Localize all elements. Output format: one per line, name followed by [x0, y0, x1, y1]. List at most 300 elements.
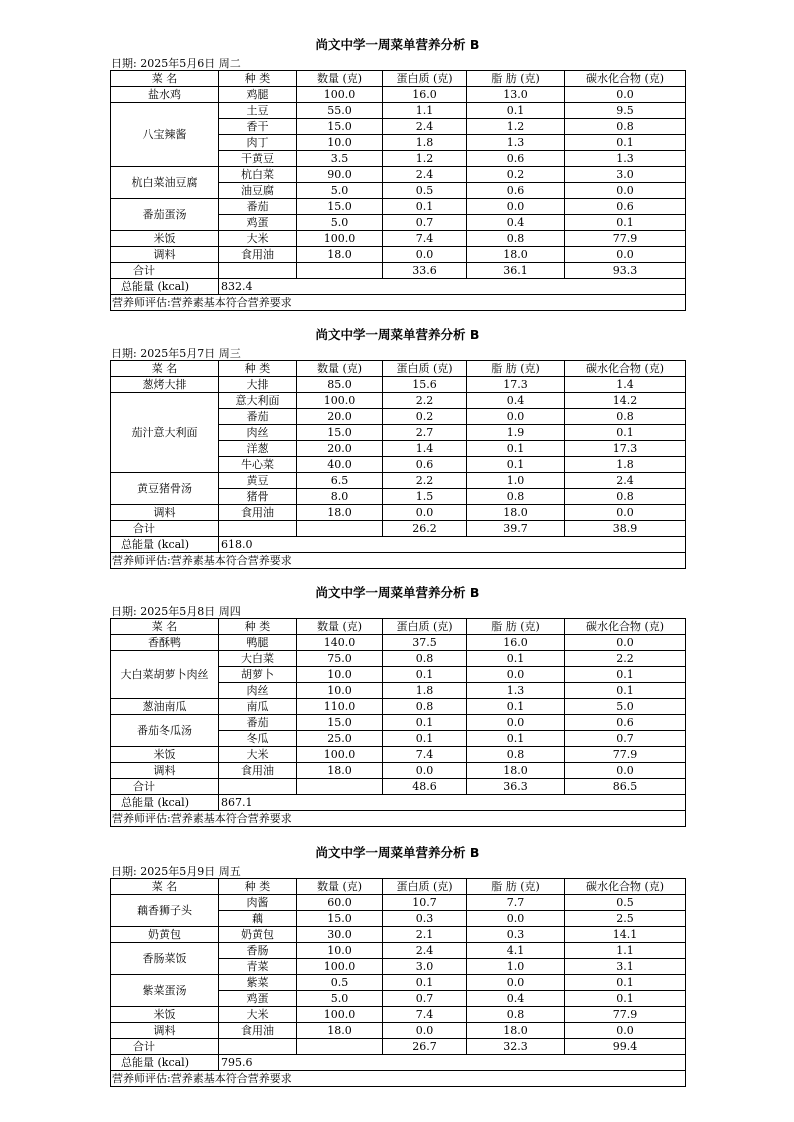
fat-cell: 0.6	[467, 151, 565, 167]
protein-cell: 7.4	[383, 747, 467, 763]
ingredient-name: 鸡蛋	[219, 215, 297, 231]
protein-cell: 0.7	[383, 215, 467, 231]
header-row	[111, 619, 686, 635]
carbs-cell: 0.0	[565, 87, 686, 103]
table-row	[111, 1007, 686, 1023]
protein-cell: 7.4	[383, 1007, 467, 1023]
day-section	[110, 327, 685, 569]
carbs-cell: 5.0	[565, 699, 686, 715]
table-row	[111, 1023, 686, 1039]
table-row	[111, 393, 686, 409]
carbs-cell: 1.8	[565, 457, 686, 473]
ingredient-name: 鸭腿	[219, 635, 297, 651]
protein-cell: 0.0	[383, 1023, 467, 1039]
total-protein: 26.7	[383, 1039, 467, 1055]
column-header: 碳水化合物 (克)	[565, 879, 686, 895]
empty-cell	[219, 263, 297, 279]
carbs-cell: 2.2	[565, 651, 686, 667]
protein-cell: 0.1	[383, 667, 467, 683]
report-date: 日期: 2025年5月6日 周二	[111, 57, 241, 70]
carbs-cell: 1.4	[565, 377, 686, 393]
ingredient-name: 大排	[219, 377, 297, 393]
dish-name: 大白菜胡萝卜肉丝	[111, 651, 219, 699]
empty-cell	[219, 779, 297, 795]
protein-cell: 0.7	[383, 991, 467, 1007]
fat-cell: 0.0	[467, 409, 565, 425]
ingredient-name: 洋葱	[219, 441, 297, 457]
quantity-cell: 0.5	[297, 975, 383, 991]
carbs-cell: 0.8	[565, 489, 686, 505]
ingredient-name: 冬瓜	[219, 731, 297, 747]
protein-cell: 0.1	[383, 199, 467, 215]
carbs-cell: 0.1	[565, 135, 686, 151]
dish-name: 葱油南瓜	[111, 699, 219, 715]
ingredient-name: 大米	[219, 1007, 297, 1023]
evaluation-text: 营养师评估:营养素基本符合营养要求	[111, 295, 686, 311]
fat-cell: 0.0	[467, 199, 565, 215]
protein-cell: 2.2	[383, 473, 467, 489]
dish-name: 葱烤大排	[111, 377, 219, 393]
table-row	[111, 747, 686, 763]
quantity-cell: 30.0	[297, 927, 383, 943]
protein-cell: 2.2	[383, 393, 467, 409]
fat-cell: 0.1	[467, 441, 565, 457]
column-header: 碳水化合物 (克)	[565, 71, 686, 87]
table-row	[111, 473, 686, 489]
column-header: 菜 名	[111, 71, 219, 87]
fat-cell: 0.1	[467, 699, 565, 715]
dish-name: 米饭	[111, 231, 219, 247]
fat-cell: 0.2	[467, 167, 565, 183]
fat-cell: 18.0	[467, 505, 565, 521]
total-label: 合计	[111, 521, 219, 537]
fat-cell: 18.0	[467, 1023, 565, 1039]
evaluation-text: 营养师评估:营养素基本符合营养要求	[111, 811, 686, 827]
ingredient-name: 肉丝	[219, 683, 297, 699]
fat-cell: 4.1	[467, 943, 565, 959]
fat-cell: 17.3	[467, 377, 565, 393]
carbs-cell: 0.6	[565, 199, 686, 215]
carbs-cell: 0.5	[565, 895, 686, 911]
carbs-cell: 77.9	[565, 1007, 686, 1023]
dish-name: 调料	[111, 1023, 219, 1039]
total-fat: 32.3	[467, 1039, 565, 1055]
ingredient-name: 食用油	[219, 1023, 297, 1039]
column-header: 脂 肪 (克)	[467, 619, 565, 635]
fat-cell: 1.3	[467, 135, 565, 151]
fat-cell: 0.4	[467, 215, 565, 231]
total-fat: 36.3	[467, 779, 565, 795]
nutrition-table	[110, 360, 686, 569]
quantity-cell: 100.0	[297, 231, 383, 247]
fat-cell: 1.2	[467, 119, 565, 135]
total-carbs: 93.3	[565, 263, 686, 279]
dish-name: 番茄冬瓜汤	[111, 715, 219, 747]
ingredient-name: 大白菜	[219, 651, 297, 667]
report-title: 尚文中学一周菜单营养分析 B	[315, 327, 480, 342]
protein-cell: 0.1	[383, 731, 467, 747]
protein-cell: 1.1	[383, 103, 467, 119]
fat-cell: 1.0	[467, 959, 565, 975]
protein-cell: 1.5	[383, 489, 467, 505]
quantity-cell: 60.0	[297, 895, 383, 911]
fat-cell: 0.3	[467, 927, 565, 943]
dish-name: 黄豆猪骨汤	[111, 473, 219, 505]
empty-cell	[297, 779, 383, 795]
fat-cell: 1.3	[467, 683, 565, 699]
ingredient-name: 食用油	[219, 763, 297, 779]
column-header: 数量 (克)	[297, 879, 383, 895]
total-protein: 48.6	[383, 779, 467, 795]
column-header: 脂 肪 (克)	[467, 361, 565, 377]
fat-cell: 7.7	[467, 895, 565, 911]
carbs-cell: 17.3	[565, 441, 686, 457]
total-row	[111, 521, 686, 537]
carbs-cell: 77.9	[565, 231, 686, 247]
ingredient-name: 肉丝	[219, 425, 297, 441]
ingredient-name: 油豆腐	[219, 183, 297, 199]
column-header: 蛋白质 (克)	[383, 879, 467, 895]
fat-cell: 0.6	[467, 183, 565, 199]
ingredient-name: 番茄	[219, 199, 297, 215]
ingredient-name: 香干	[219, 119, 297, 135]
carbs-cell: 14.1	[565, 927, 686, 943]
carbs-cell: 2.5	[565, 911, 686, 927]
protein-cell: 7.4	[383, 231, 467, 247]
energy-row	[111, 279, 686, 295]
column-header: 种 类	[219, 71, 297, 87]
table-row	[111, 651, 686, 667]
carbs-cell: 0.1	[565, 667, 686, 683]
fat-cell: 0.8	[467, 747, 565, 763]
empty-cell	[219, 1039, 297, 1055]
quantity-cell: 18.0	[297, 1023, 383, 1039]
ingredient-name: 鸡腿	[219, 87, 297, 103]
total-row	[111, 1039, 686, 1055]
fat-cell: 0.0	[467, 667, 565, 683]
quantity-cell: 40.0	[297, 457, 383, 473]
quantity-cell: 85.0	[297, 377, 383, 393]
carbs-cell: 0.1	[565, 975, 686, 991]
energy-row	[111, 1055, 686, 1071]
ingredient-name: 食用油	[219, 505, 297, 521]
evaluation-text: 营养师评估:营养素基本符合营养要求	[111, 1071, 686, 1087]
table-row	[111, 199, 686, 215]
dish-name: 香肠菜饭	[111, 943, 219, 975]
dish-name: 番茄蛋汤	[111, 199, 219, 231]
protein-cell: 2.4	[383, 119, 467, 135]
quantity-cell: 100.0	[297, 747, 383, 763]
fat-cell: 13.0	[467, 87, 565, 103]
fat-cell: 0.0	[467, 715, 565, 731]
quantity-cell: 140.0	[297, 635, 383, 651]
energy-label: 总能量 (kcal)	[111, 795, 219, 811]
empty-cell	[297, 1039, 383, 1055]
ingredient-name: 食用油	[219, 247, 297, 263]
fat-cell: 16.0	[467, 635, 565, 651]
fat-cell: 0.4	[467, 991, 565, 1007]
protein-cell: 0.1	[383, 975, 467, 991]
ingredient-name: 土豆	[219, 103, 297, 119]
carbs-cell: 0.1	[565, 425, 686, 441]
table-row	[111, 715, 686, 731]
carbs-cell: 0.7	[565, 731, 686, 747]
energy-label: 总能量 (kcal)	[111, 537, 219, 553]
fat-cell: 0.1	[467, 731, 565, 747]
protein-cell: 1.2	[383, 151, 467, 167]
carbs-cell: 0.0	[565, 1023, 686, 1039]
table-row	[111, 943, 686, 959]
dish-name: 盐水鸡	[111, 87, 219, 103]
nutrition-table	[110, 618, 686, 827]
quantity-cell: 3.5	[297, 151, 383, 167]
column-header: 蛋白质 (克)	[383, 361, 467, 377]
ingredient-name: 南瓜	[219, 699, 297, 715]
ingredient-name: 大米	[219, 231, 297, 247]
fat-cell: 18.0	[467, 247, 565, 263]
total-label: 合计	[111, 263, 219, 279]
protein-cell: 0.6	[383, 457, 467, 473]
dish-name: 茄汁意大利面	[111, 393, 219, 473]
ingredient-name: 大米	[219, 747, 297, 763]
energy-label: 总能量 (kcal)	[111, 1055, 219, 1071]
table-row	[111, 505, 686, 521]
carbs-cell: 0.0	[565, 635, 686, 651]
carbs-cell: 0.0	[565, 247, 686, 263]
dish-name: 调料	[111, 247, 219, 263]
carbs-cell: 14.2	[565, 393, 686, 409]
ingredient-name: 肉酱	[219, 895, 297, 911]
carbs-cell: 2.4	[565, 473, 686, 489]
protein-cell: 1.8	[383, 135, 467, 151]
fat-cell: 0.0	[467, 911, 565, 927]
ingredient-name: 黄豆	[219, 473, 297, 489]
day-section	[110, 585, 685, 827]
quantity-cell: 15.0	[297, 199, 383, 215]
column-header: 数量 (克)	[297, 619, 383, 635]
ingredient-name: 番茄	[219, 409, 297, 425]
dish-name: 杭白菜油豆腐	[111, 167, 219, 199]
dish-name: 调料	[111, 763, 219, 779]
ingredient-name: 青菜	[219, 959, 297, 975]
protein-cell: 0.1	[383, 715, 467, 731]
quantity-cell: 55.0	[297, 103, 383, 119]
ingredient-name: 干黄豆	[219, 151, 297, 167]
ingredient-name: 香肠	[219, 943, 297, 959]
protein-cell: 2.7	[383, 425, 467, 441]
energy-value: 618.0	[219, 537, 686, 553]
fat-cell: 0.1	[467, 457, 565, 473]
protein-cell: 0.8	[383, 651, 467, 667]
carbs-cell: 1.1	[565, 943, 686, 959]
protein-cell: 0.3	[383, 911, 467, 927]
quantity-cell: 5.0	[297, 991, 383, 1007]
carbs-cell: 0.6	[565, 715, 686, 731]
fat-cell: 18.0	[467, 763, 565, 779]
report-date: 日期: 2025年5月8日 周四	[111, 605, 241, 618]
total-carbs: 38.9	[565, 521, 686, 537]
protein-cell: 1.4	[383, 441, 467, 457]
carbs-cell: 9.5	[565, 103, 686, 119]
column-header: 菜 名	[111, 619, 219, 635]
quantity-cell: 100.0	[297, 393, 383, 409]
total-carbs: 86.5	[565, 779, 686, 795]
total-fat: 39.7	[467, 521, 565, 537]
energy-row	[111, 537, 686, 553]
ingredient-name: 奶黄包	[219, 927, 297, 943]
dish-name: 调料	[111, 505, 219, 521]
column-header: 菜 名	[111, 879, 219, 895]
carbs-cell: 0.1	[565, 683, 686, 699]
quantity-cell: 75.0	[297, 651, 383, 667]
report-date: 日期: 2025年5月9日 周五	[111, 865, 241, 878]
carbs-cell: 3.0	[565, 167, 686, 183]
column-header: 种 类	[219, 361, 297, 377]
quantity-cell: 20.0	[297, 409, 383, 425]
quantity-cell: 18.0	[297, 505, 383, 521]
quantity-cell: 18.0	[297, 247, 383, 263]
carbs-cell: 0.1	[565, 991, 686, 1007]
table-row	[111, 927, 686, 943]
quantity-cell: 6.5	[297, 473, 383, 489]
ingredient-name: 鸡蛋	[219, 991, 297, 1007]
ingredient-name: 藕	[219, 911, 297, 927]
quantity-cell: 18.0	[297, 763, 383, 779]
dish-name: 藕香狮子头	[111, 895, 219, 927]
carbs-cell: 0.0	[565, 505, 686, 521]
column-header: 脂 肪 (克)	[467, 71, 565, 87]
ingredient-name: 意大利面	[219, 393, 297, 409]
ingredient-name: 牛心菜	[219, 457, 297, 473]
dish-name: 紫菜蛋汤	[111, 975, 219, 1007]
report-date: 日期: 2025年5月7日 周三	[111, 347, 241, 360]
quantity-cell: 25.0	[297, 731, 383, 747]
column-header: 种 类	[219, 619, 297, 635]
quantity-cell: 10.0	[297, 135, 383, 151]
day-section	[110, 37, 685, 311]
energy-row	[111, 795, 686, 811]
ingredient-name: 胡萝卜	[219, 667, 297, 683]
quantity-cell: 100.0	[297, 87, 383, 103]
evaluation-text: 营养师评估:营养素基本符合营养要求	[111, 553, 686, 569]
quantity-cell: 10.0	[297, 683, 383, 699]
protein-cell: 15.6	[383, 377, 467, 393]
dish-name: 八宝辣酱	[111, 103, 219, 167]
quantity-cell: 15.0	[297, 715, 383, 731]
protein-cell: 2.4	[383, 943, 467, 959]
quantity-cell: 15.0	[297, 119, 383, 135]
table-row	[111, 895, 686, 911]
ingredient-name: 紫菜	[219, 975, 297, 991]
energy-label: 总能量 (kcal)	[111, 279, 219, 295]
ingredient-name: 肉丁	[219, 135, 297, 151]
empty-cell	[219, 521, 297, 537]
dish-name: 香酥鸭	[111, 635, 219, 651]
dish-name: 米饭	[111, 747, 219, 763]
protein-cell: 2.1	[383, 927, 467, 943]
quantity-cell: 8.0	[297, 489, 383, 505]
report-title: 尚文中学一周菜单营养分析 B	[315, 585, 480, 600]
total-protein: 33.6	[383, 263, 467, 279]
quantity-cell: 10.0	[297, 667, 383, 683]
empty-cell	[297, 521, 383, 537]
evaluation-row	[111, 295, 686, 311]
energy-value: 832.4	[219, 279, 686, 295]
energy-value: 795.6	[219, 1055, 686, 1071]
fat-cell: 0.8	[467, 489, 565, 505]
fat-cell: 0.1	[467, 103, 565, 119]
day-section	[110, 845, 685, 1087]
quantity-cell: 10.0	[297, 943, 383, 959]
protein-cell: 16.0	[383, 87, 467, 103]
fat-cell: 0.4	[467, 393, 565, 409]
report-title: 尚文中学一周菜单营养分析 B	[315, 845, 480, 860]
table-row	[111, 231, 686, 247]
fat-cell: 0.8	[467, 231, 565, 247]
total-row	[111, 779, 686, 795]
protein-cell: 0.0	[383, 247, 467, 263]
fat-cell: 0.8	[467, 1007, 565, 1023]
dish-name: 奶黄包	[111, 927, 219, 943]
table-row	[111, 975, 686, 991]
total-row	[111, 263, 686, 279]
fat-cell: 1.0	[467, 473, 565, 489]
total-label: 合计	[111, 1039, 219, 1055]
fat-cell: 1.9	[467, 425, 565, 441]
total-label: 合计	[111, 779, 219, 795]
column-header: 碳水化合物 (克)	[565, 619, 686, 635]
quantity-cell: 20.0	[297, 441, 383, 457]
quantity-cell: 110.0	[297, 699, 383, 715]
report-title: 尚文中学一周菜单营养分析 B	[315, 37, 480, 52]
carbs-cell: 3.1	[565, 959, 686, 975]
carbs-cell: 77.9	[565, 747, 686, 763]
protein-cell: 0.5	[383, 183, 467, 199]
table-row	[111, 377, 686, 393]
empty-cell	[297, 263, 383, 279]
quantity-cell: 90.0	[297, 167, 383, 183]
table-row	[111, 635, 686, 651]
carbs-cell: 0.0	[565, 763, 686, 779]
table-row	[111, 103, 686, 119]
column-header: 脂 肪 (克)	[467, 879, 565, 895]
carbs-cell: 0.8	[565, 409, 686, 425]
fat-cell: 0.0	[467, 975, 565, 991]
ingredient-name: 猪骨	[219, 489, 297, 505]
header-row	[111, 361, 686, 377]
carbs-cell: 0.1	[565, 215, 686, 231]
column-header: 蛋白质 (克)	[383, 619, 467, 635]
protein-cell: 0.2	[383, 409, 467, 425]
energy-value: 867.1	[219, 795, 686, 811]
nutrition-table	[110, 70, 686, 311]
column-header: 蛋白质 (克)	[383, 71, 467, 87]
protein-cell: 37.5	[383, 635, 467, 651]
protein-cell: 0.8	[383, 699, 467, 715]
column-header: 菜 名	[111, 361, 219, 377]
quantity-cell: 100.0	[297, 1007, 383, 1023]
ingredient-name: 杭白菜	[219, 167, 297, 183]
table-row	[111, 699, 686, 715]
table-row	[111, 763, 686, 779]
quantity-cell: 15.0	[297, 425, 383, 441]
carbs-cell: 1.3	[565, 151, 686, 167]
total-carbs: 99.4	[565, 1039, 686, 1055]
protein-cell: 0.0	[383, 763, 467, 779]
evaluation-row	[111, 553, 686, 569]
evaluation-row	[111, 811, 686, 827]
protein-cell: 3.0	[383, 959, 467, 975]
